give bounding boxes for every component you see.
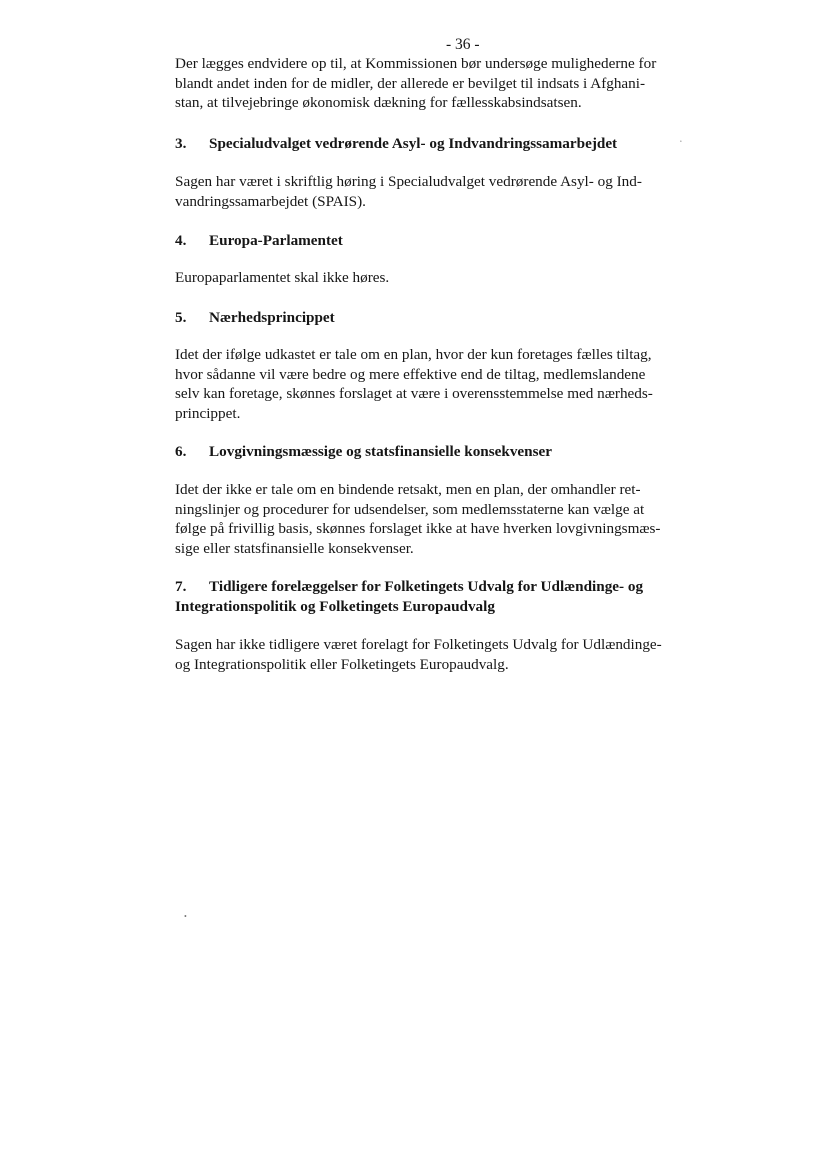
paragraph-line: Idet der ifølge udkastet er tale om en plan, hvor der kun foretages fælles tiltag, (175, 346, 652, 363)
paragraph-line: følge på frivillig basis, skønnes forslaget ikke at have hverken lovgivningsmæs- (175, 520, 661, 537)
paragraph-line: Sagen har været i skriftlig høring i Specialudvalget vedrørende Asyl- og Ind- (175, 173, 642, 190)
section-5-paragraph (175, 345, 718, 423)
section-number: 7. (175, 578, 187, 595)
paragraph-line: Europaparlamentet skal ikke høres. (175, 269, 390, 286)
section-3-paragraph (175, 172, 718, 211)
paragraph-line: vandringssamarbejdet (SPAIS). (175, 192, 366, 210)
section-title: Nærhedsprincippet (209, 309, 335, 326)
paragraph-line: hvor sådanne vil være bedre og mere effektive end de tiltag, medlemslandene (175, 365, 646, 383)
section-title: Specialudvalget vedrørende Asyl- og Indvandringssamarbejdet (209, 135, 618, 152)
paragraph-line: princippet. (175, 404, 241, 422)
section-number: 3. (175, 135, 187, 152)
paragraph-line: sige eller statsfinansielle konsekvenser. (175, 539, 414, 557)
paragraph-line: stan, at tilvejebringe økonomisk dækning for fællesskabsindsatsen. (175, 94, 582, 111)
scan-mark: • (184, 912, 187, 921)
section-7-paragraph (175, 635, 718, 674)
paragraph-line: Idet der ikke er tale om en bindende retsakt, men en plan, der omhandler ret- (175, 481, 641, 498)
scan-mark: • (680, 140, 682, 145)
section-7-heading (175, 577, 718, 616)
paragraph-line: selv kan foretage, skønnes forslaget at være i overensstemmelse med nærheds- (175, 385, 653, 402)
section-title: Tidligere forelæggelser for Folketingets Udvalg for Udlændinge- og (209, 578, 644, 595)
intro-paragraph (175, 54, 718, 113)
section-6-paragraph (175, 480, 718, 558)
page-number: - 36 - (446, 36, 480, 53)
section-title-line (175, 577, 718, 597)
section-number: 5. (175, 309, 187, 326)
paragraph-line: ningslinjer og procedurer for udsendelser, som medlemsstaterne kan vælge at (175, 500, 645, 518)
section-4-heading (175, 231, 718, 251)
section-6-heading (175, 442, 718, 462)
paragraph-line: Der lægges endvidere op til, at Kommissionen bør undersøge mulighederne for (175, 55, 657, 72)
section-3-heading (175, 134, 718, 154)
paragraph-line: blandt andet inden for de midler, der allerede er bevilget til indsats i Afghani- (175, 74, 646, 92)
section-title: Europa-Parlamentet (209, 232, 343, 249)
section-number: 4. (175, 232, 187, 249)
paragraph-line: Sagen har ikke tidligere været forelagt for Folketingets Udvalg for Udlændinge- (175, 636, 662, 653)
section-title-line: Integrationspolitik og Folketingets Europaudvalg (175, 597, 495, 615)
section-title: Lovgivningsmæssige og statsfinansielle konsekvenser (209, 443, 553, 460)
section-5-heading (175, 308, 718, 328)
paragraph-line: og Integrationspolitik eller Folketingets Europaudvalg. (175, 655, 509, 673)
section-4-paragraph (175, 268, 718, 288)
section-number: 6. (175, 443, 187, 460)
